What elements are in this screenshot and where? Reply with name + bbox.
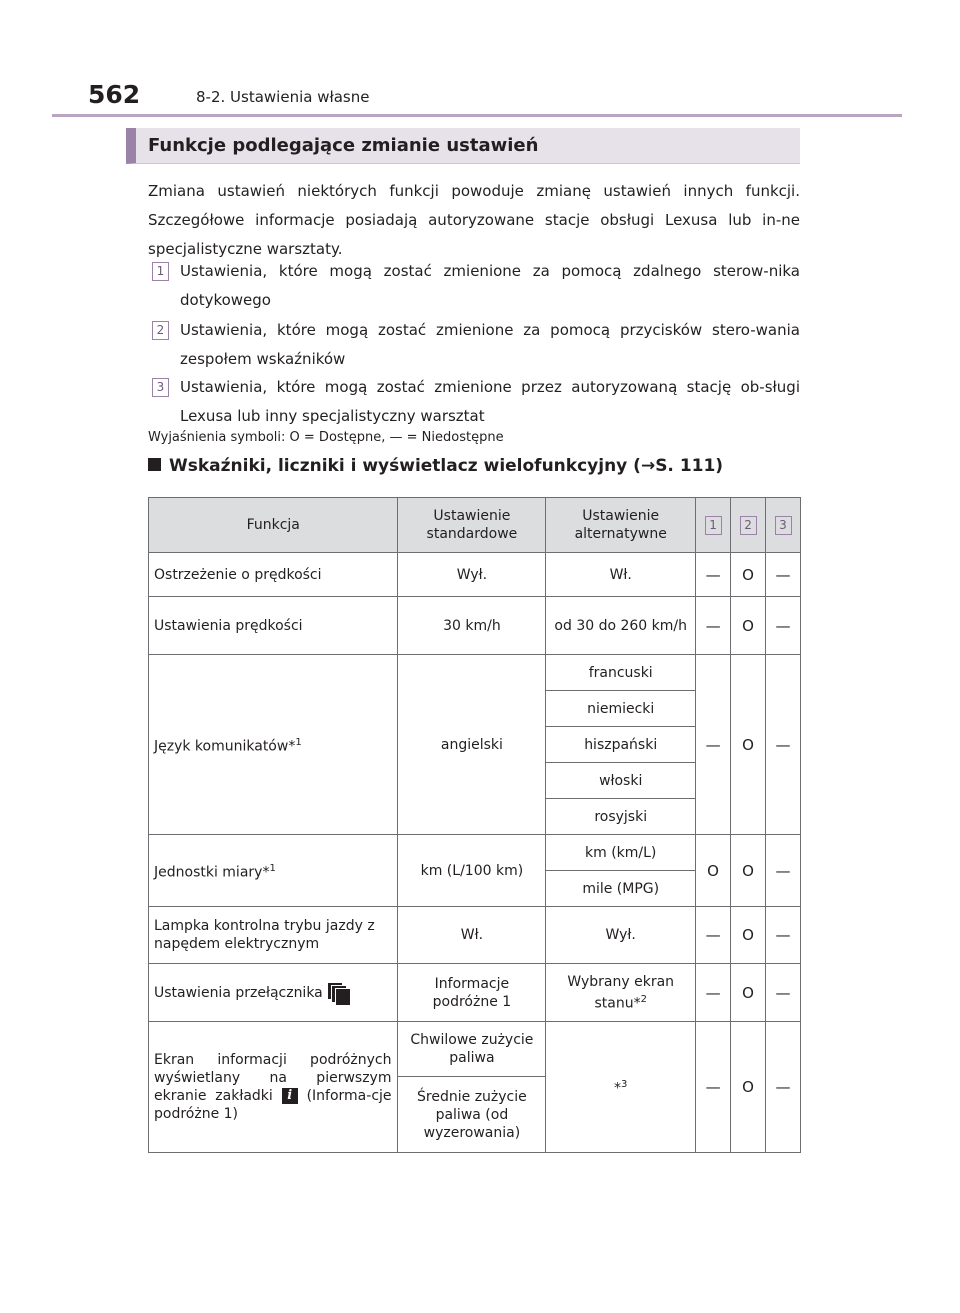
cell-default: Informacje podróżne 1 [398, 964, 546, 1022]
cell-col-3: — [766, 835, 801, 907]
cell-alternative: Wył. [546, 907, 696, 964]
cell-function-text: Ustawienia przełącznika [154, 984, 323, 1001]
cell-alternative: rosyjski [546, 799, 696, 835]
cell-alternative: Wł. [546, 553, 696, 597]
cell-default: 30 km/h [398, 597, 546, 655]
cell-col-3: — [766, 964, 801, 1022]
cell-col-1: O [696, 835, 731, 907]
cell-function: Lampka kontrolna trybu jazdy z napędem elektrycznym [149, 907, 398, 964]
intro-paragraph: Zmiana ustawień niektórych funkcji powoduje zmianę ustawień innych funkcji. Szczegółowe informacje posiadają autoryzowane stacje obsługi Lexusa lub in-ne specjalistyczne warsztaty. [148, 182, 800, 258]
subsection-heading [148, 456, 723, 476]
cell-default: angielski [398, 655, 546, 835]
header-col-2 [731, 498, 766, 553]
cell-alternative-text: * [614, 1080, 622, 1097]
header-col-3 [766, 498, 801, 553]
square-bullet-icon [148, 458, 161, 471]
cell-function [149, 655, 398, 835]
section-title: Funkcje podlegające zmianie ustawień [148, 135, 539, 156]
cell-col-1: — [696, 655, 731, 835]
cell-col-3: — [766, 655, 801, 835]
cell-alternative: mile (MPG) [546, 871, 696, 907]
cell-function-text: Ekran informacji podróżnych wyświetlany na pierwszym ekranie zakładki [154, 1052, 392, 1104]
cell-function-text: Język komunikatów* [154, 738, 296, 755]
cell-col-2: O [731, 835, 766, 907]
header-col-1 [696, 498, 731, 553]
header-alternative: Ustawienie alternatywne [546, 498, 696, 553]
header-badge-1: 1 [705, 516, 722, 535]
cell-col-2: O [731, 553, 766, 597]
cell-col-2: O [731, 597, 766, 655]
table-row [149, 655, 801, 691]
cell-function [149, 964, 398, 1022]
cell-alternative: niemiecki [546, 691, 696, 727]
display-switch-icon [327, 982, 349, 1004]
cell-alternative [546, 1022, 696, 1153]
page-number: 562 [88, 80, 141, 109]
section-title-box [126, 128, 800, 164]
number-badge-1: 1 [152, 262, 169, 281]
cell-col-2: O [731, 907, 766, 964]
cell-function [149, 1022, 398, 1153]
table-row [149, 835, 801, 871]
numbered-item-2 [148, 316, 800, 374]
cell-col-2: O [731, 964, 766, 1022]
cell-function-text: Jednostki miary* [154, 864, 270, 881]
cell-alternative: km (km/L) [546, 835, 696, 871]
footnote-marker: 1 [295, 736, 302, 748]
table-header-row [149, 498, 801, 553]
cell-function: Ostrzeżenie o prędkości [149, 553, 398, 597]
cell-col-3: — [766, 597, 801, 655]
header-badge-2: 2 [740, 516, 757, 535]
cell-col-1: — [696, 907, 731, 964]
table-row [149, 1022, 801, 1077]
numbered-item-text: Ustawienia, które mogą zostać zmienione za pomocą przycisków stero-wania zespołem wskaźników [180, 321, 800, 368]
table-row [149, 597, 801, 655]
table-row [149, 964, 801, 1022]
cell-col-3: — [766, 1022, 801, 1153]
table-row [149, 907, 801, 964]
footnote-marker: 2 [640, 993, 647, 1005]
cell-col-1: — [696, 597, 731, 655]
cell-col-3: — [766, 907, 801, 964]
cell-col-2: O [731, 1022, 766, 1153]
header-function: Funkcja [149, 498, 398, 553]
cell-function [149, 835, 398, 907]
header-badge-3: 3 [775, 516, 792, 535]
cell-alternative-text: Wybrany ekran stanu* [567, 973, 675, 1012]
info-icon: i [282, 1088, 298, 1104]
settings-table [148, 497, 801, 1153]
cell-default: Wł. [398, 907, 546, 964]
cell-col-2: O [731, 655, 766, 835]
cell-function-text-cont: (Informa-cje podróżne 1) [154, 1088, 392, 1122]
symbol-legend: Wyjaśnienia symboli: O = Dostępne, — = Niedostępne [148, 430, 504, 445]
section-label: 8-2. Ustawienia własne [196, 88, 370, 106]
numbered-item-3 [148, 373, 800, 431]
cell-col-1: — [696, 1022, 731, 1153]
cell-default: km (L/100 km) [398, 835, 546, 907]
footnote-marker: 3 [621, 1079, 628, 1091]
number-badge-2: 2 [152, 321, 169, 340]
cell-default: Wył. [398, 553, 546, 597]
table-row [149, 553, 801, 597]
footnote-marker: 1 [269, 862, 276, 874]
cell-col-1: — [696, 553, 731, 597]
cell-alternative: od 30 do 260 km/h [546, 597, 696, 655]
numbered-item-text: Ustawienia, które mogą zostać zmienione za pomocą zdalnego sterow-nika dotykowego [180, 262, 800, 309]
header-divider [52, 114, 902, 117]
cell-alternative: francuski [546, 655, 696, 691]
header-default: Ustawienie standardowe [398, 498, 546, 553]
cell-alternative [546, 964, 696, 1022]
numbered-item-text: Ustawienia, które mogą zostać zmienione przez autoryzowaną stację ob-sługi Lexusa lub inny specjalistyczny warsztat [180, 378, 800, 425]
cell-default: Chwilowe zużycie paliwa [398, 1022, 546, 1077]
cell-function: Ustawienia prędkości [149, 597, 398, 655]
cell-col-3: — [766, 553, 801, 597]
number-badge-3: 3 [152, 378, 169, 397]
numbered-item-1 [148, 257, 800, 315]
cell-alternative: włoski [546, 763, 696, 799]
cell-alternative: hiszpański [546, 727, 696, 763]
cell-default: Średnie zużycie paliwa (od wyzerowania) [398, 1077, 546, 1153]
subsection-heading-text: Wskaźniki, liczniki i wyświetlacz wielofunkcyjny (→S. 111) [169, 456, 724, 476]
cell-col-1: — [696, 964, 731, 1022]
